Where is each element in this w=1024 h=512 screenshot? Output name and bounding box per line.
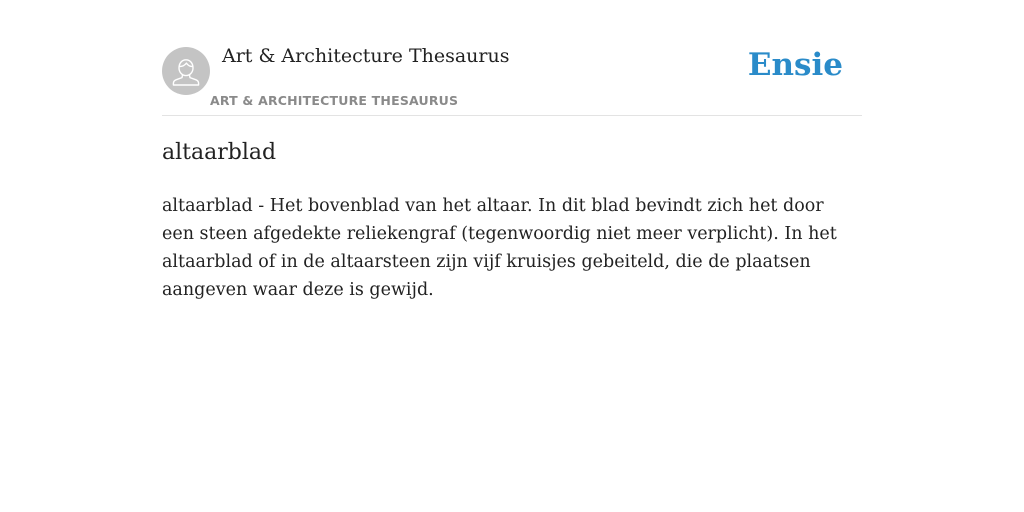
user-outline-icon — [162, 47, 210, 95]
source-label[interactable]: ART & ARCHITECTURE THESAURUS — [210, 93, 459, 108]
entry-definition: altaarblad - Het bovenblad van het altaar. In dit blad bevindt zich het door een steen afgedekte reliekengraf (tegenwoordig niet meer verplicht). In het altaarblad of in de altaarsteen zijn vijf kruisjes gebeiteld, die de plaatsen aangeven waar deze is gewijd. — [162, 196, 837, 300]
entry-header — [162, 0, 862, 116]
page-container — [162, 0, 862, 512]
entry-title: altaarblad — [162, 140, 277, 165]
ensie-logo[interactable]: Ensie — [747, 47, 843, 83]
author-name[interactable]: Art & Architecture Thesaurus — [222, 45, 510, 67]
author-avatar[interactable] — [162, 47, 210, 95]
